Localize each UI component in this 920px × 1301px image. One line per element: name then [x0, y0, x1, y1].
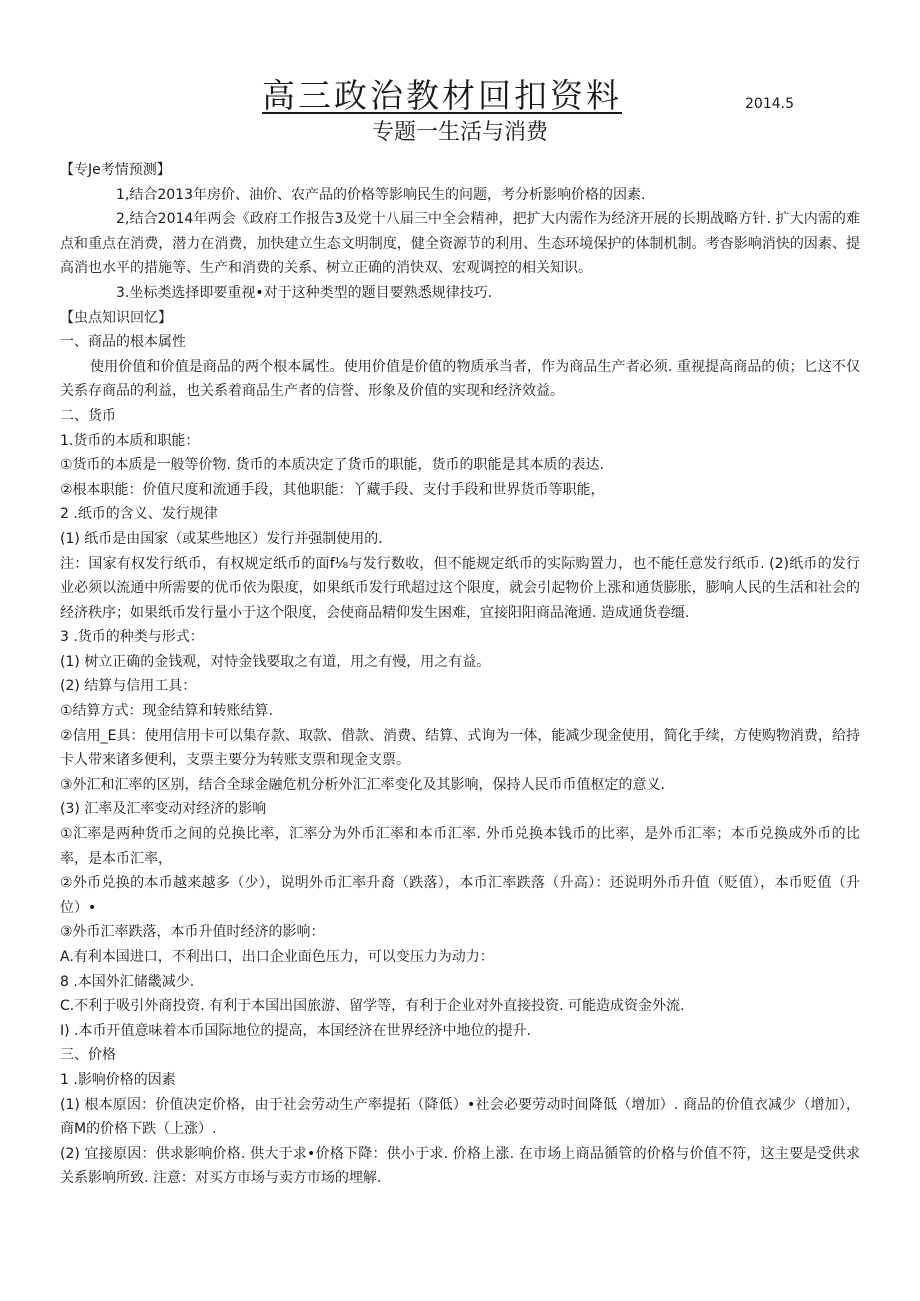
body-paragraph: 2 .纸币的含义、发行规律: [60, 506, 218, 523]
body-paragraph: 【虫点知识回忆】: [60, 309, 172, 326]
body-paragraph: 1.货币的本质和职能：: [60, 432, 200, 449]
body-paragraph: 1 .影响价格的因素: [60, 1071, 176, 1088]
body-paragraph: (3) 汇率及汇率变动对经济的影响: [60, 801, 267, 818]
body-paragraph: 2,结合2014年两会《政府工作报告3及党十八届三中全会精神，把扩大内需作为经济开展的长期战略方针. 扩大内需的难点和重点在消费，潜力在消费，加快建立生态文明制度，健全资源节的利用、生态环境保护的体制机制。考杳影响消快的因素、提高消也水平的措施等、生产和消费的关系、树立正确的消快双、宏观调控的相关知识。: [60, 211, 860, 277]
body-paragraph: 3.坐标类选择即要重视•对于这种类型的题目要熟悉规律技巧.: [116, 284, 493, 301]
document-date: 2014.5: [745, 96, 794, 112]
body-paragraph: ②外币兑换的本币越来越多（少），说明外币汇率升裔（跌落），本币汇率跌落（升高）：还说明外币升值（贬值），本币贬值（升位）•: [60, 875, 860, 916]
body-paragraph: ③外汇和汇率的区别，结合全球金融危机分析外汇汇率变化及其影响，保持人民币币值枢定的意义.: [60, 776, 665, 793]
document-body: [60, 158, 860, 1191]
body-paragraph: 三、价格: [60, 1047, 116, 1064]
body-paragraph: (1) 纸币是由国家（或某些地区）发行并强制使用的.: [60, 530, 383, 547]
document-title: 高三政治教材回扣资料: [262, 76, 622, 115]
body-paragraph: ①汇率是两种货币之间的兑换比率，汇率分为外币汇率和本币汇率. 外币兑换本钱币的比率，是外币汇率；本币兑换成外币的比率，是本币汇率，: [60, 826, 860, 867]
body-paragraph: I) .本币开值意味着本币国际地位的提高，本国经济在世界经济中地位的提升.: [60, 1022, 531, 1039]
body-paragraph: 一、商品的根本属性: [60, 334, 186, 351]
body-paragraph: 注：国家有权发行纸币，有权规定纸币的面f⅛与发行数收，但不能规定纸币的实际购置力，也不能任意发行纸币. (2)纸币的发行业必须以流通中所需要的优币依为限度，如果纸币发行玳超过这个限度，就会引起物价上涨和通货膨胀，膨响人民的生活和社会的经济秩序；如果纸币发行量小于这个限度，会使商品精仰发生困难，宜接阳阳商品淹通. 造成通货卷缰.: [60, 555, 860, 621]
body-paragraph: C.不利于吸引外商投资. 有利于本国出国旅游、留学等，有利于企业对外直接投资. 可能造成资金外流.: [60, 998, 685, 1015]
body-paragraph: ①结算方式：现金结算和转账结算.: [60, 703, 274, 720]
body-paragraph: ②根本职能：价值尺度和流通手段，其他职能：丫藏手段、支付手段和世界货币等职能，: [60, 481, 605, 498]
body-paragraph: 1,结合2013年房价、油价、农产品的价格等影响民生的问题，考分析影响价格的因素.: [116, 186, 646, 203]
body-paragraph: (1) 根本原因：价值决定价格，由于社会劳动生产率提拓（降低）•社会必要劳动时间降低（增加）. 商品的价值衣减少（增加），商M的价格下跌（上涨）.: [60, 1096, 860, 1138]
body-paragraph: 3 .货币的种类与形式：: [60, 629, 204, 646]
document-subtitle: 专题一生活与消费: [371, 120, 548, 145]
body-paragraph: ①货币的本质是一般等价物. 货币的本质决定了货币的职能，货币的职能是其本质的表达.: [60, 457, 604, 474]
body-paragraph: (2) 结算与信用工具：: [60, 678, 197, 695]
body-paragraph: ③外币汇率跌落，本币升值时经济的影响：: [60, 924, 325, 941]
body-paragraph: (2) 宜接原因：供求影响价格. 供大于求•价格下降：供小于求. 价格上涨. 在市场上商品循管的价格与价值不符，这主要是受供求关系影响所致. 注意：对买方市场与卖方市场的埋解.: [60, 1145, 860, 1187]
body-paragraph: (1) 树立正确的金钱观，对恃金钱要取之有道，用之有慢，用之有益。: [60, 653, 491, 670]
body-paragraph: 使用价值和价值是商品的两个根本属性。使用价值是价值的物质承当者，作为商品生产者必须. 重视提高商品的侦；匕这不仅关系存商品的利益，也关系着商品生产者的信誉、形象及价值的实现和经济效益。: [60, 358, 860, 400]
body-paragraph: A.有利本国进口，不利出口，出口企业面色压力，可以变压力为动力：: [60, 949, 494, 965]
body-paragraph: 【专Je考情预测】: [60, 162, 171, 178]
body-paragraph: ②信用_E具：使用信用卡可以集存款、取款、借款、消费、结算、式询为一体，能减少现金使用，简化手续，方使购物消费，给持卡人带来诸多便利，支票主要分为转账支票和现金支票。: [60, 727, 860, 769]
body-paragraph: 8 .本国外汇储畿减少.: [60, 973, 195, 990]
body-paragraph: 二、货币: [60, 407, 116, 424]
